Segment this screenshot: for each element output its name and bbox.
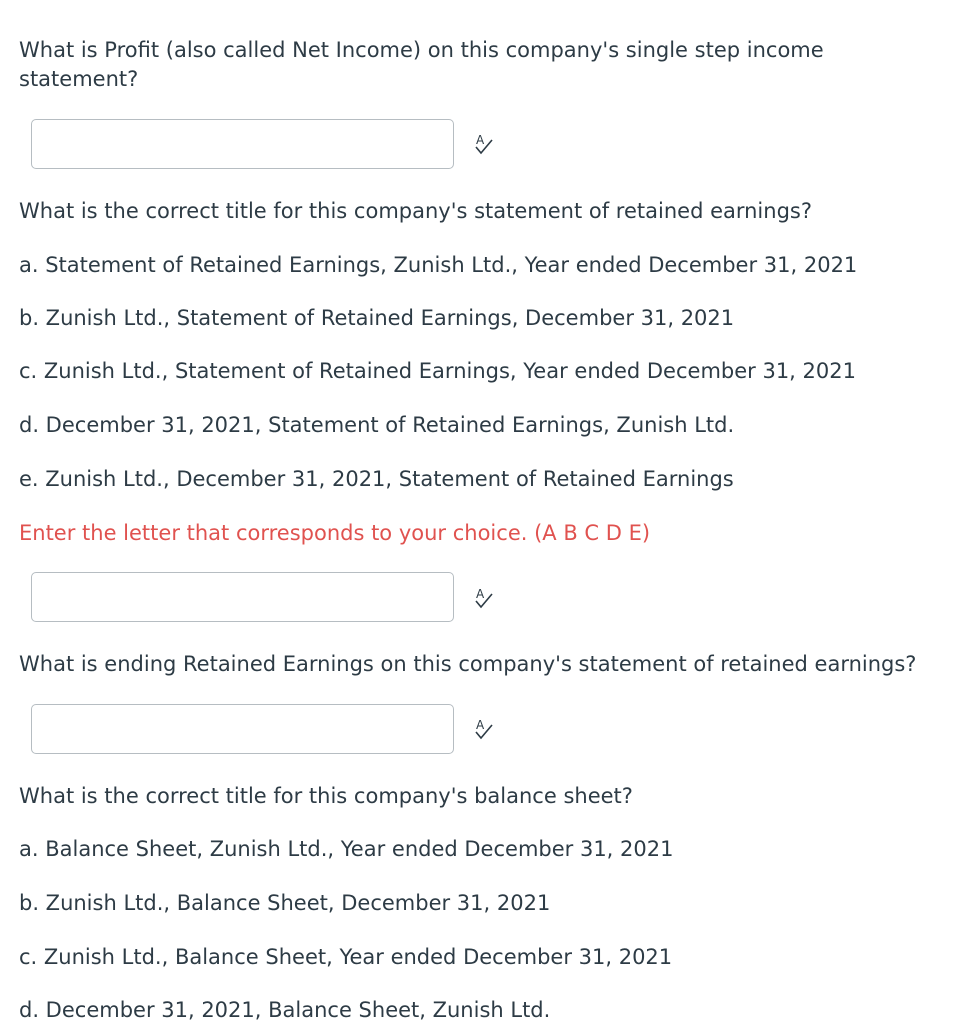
balance-option-b: b. Zunish Ltd., Balance Sheet, December 31, 2021 xyxy=(19,891,551,915)
question-ending-retained: What is ending Retained Earnings on this company's statement of retained earnings? xyxy=(19,652,917,676)
ending-retained-answer-input[interactable] xyxy=(31,704,454,754)
spellcheck-icon[interactable] xyxy=(471,717,497,743)
retained-title-answer-input[interactable] xyxy=(31,572,454,622)
question-profit: What is Profit (also called Net Income) on this company's single step income statement? xyxy=(19,38,824,91)
retained-option-b: b. Zunish Ltd., Statement of Retained Earnings, December 31, 2021 xyxy=(19,306,735,330)
svg-text:A: A xyxy=(476,718,485,732)
profit-answer-input[interactable] xyxy=(31,119,454,169)
svg-text:A: A xyxy=(476,133,485,147)
spellcheck-icon[interactable] xyxy=(471,132,497,158)
balance-option-d: d. December 31, 2021, Balance Sheet, Zunish Ltd. xyxy=(19,998,551,1022)
instruction-text: Enter the letter that corresponds to your choice. (A B C D E) xyxy=(19,521,651,545)
retained-option-a: a. Statement of Retained Earnings, Zunish Ltd., Year ended December 31, 2021 xyxy=(19,253,858,277)
balance-option-a: a. Balance Sheet, Zunish Ltd., Year ended December 31, 2021 xyxy=(19,837,674,861)
retained-option-e: e. Zunish Ltd., December 31, 2021, Statement of Retained Earnings xyxy=(19,467,734,491)
svg-text:A: A xyxy=(476,587,485,601)
balance-option-c: c. Zunish Ltd., Balance Sheet, Year ended December 31, 2021 xyxy=(19,945,673,969)
spellcheck-icon[interactable] xyxy=(471,586,497,612)
question-retained-title: What is the correct title for this company's statement of retained earnings? xyxy=(19,199,812,223)
retained-option-d: d. December 31, 2021, Statement of Retained Earnings, Zunish Ltd. xyxy=(19,413,735,437)
retained-option-c: c. Zunish Ltd., Statement of Retained Earnings, Year ended December 31, 2021 xyxy=(19,359,856,383)
question-balance-title: What is the correct title for this company's balance sheet? xyxy=(19,784,633,808)
